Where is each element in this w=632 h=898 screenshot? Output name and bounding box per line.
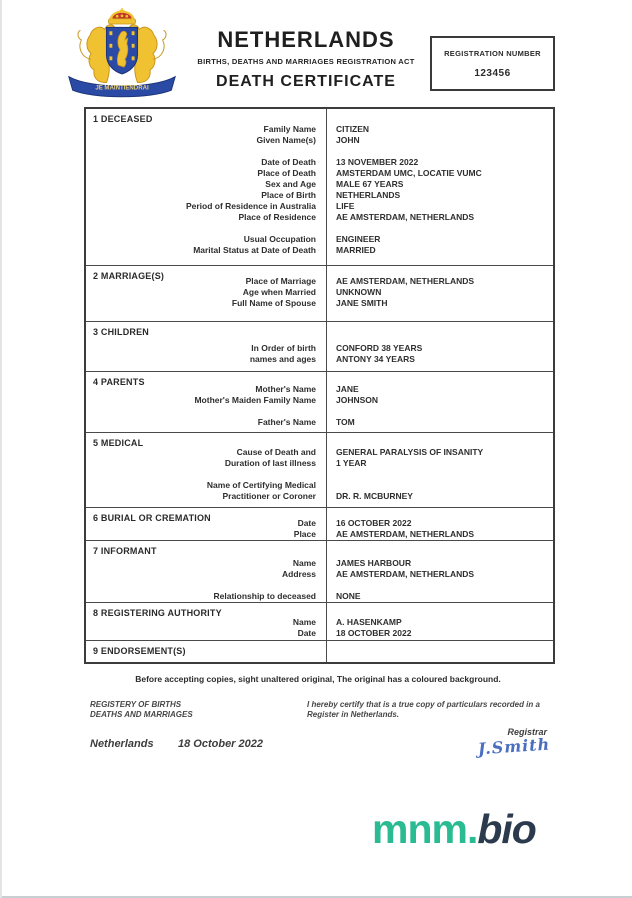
field-value: CONFORD 38 YEARS [336, 343, 423, 353]
motto-ribbon [69, 77, 175, 97]
certificate-table [84, 107, 555, 664]
header-title-block [188, 27, 424, 91]
registration-number-value: 123456 [474, 68, 511, 79]
field-label: Cause of Death and [236, 447, 316, 457]
section-children [86, 321, 553, 371]
registry-line2: DEATHS AND MARRIAGES [90, 710, 193, 719]
field-value: MARRIED [336, 245, 376, 255]
field-label [86, 469, 326, 480]
field-label: In Order of birth [251, 343, 316, 353]
field-label: Place [293, 529, 316, 539]
section-marriages [86, 265, 553, 321]
field-label: Mother's Name [255, 384, 316, 394]
field-value: ENGINEER [336, 234, 381, 244]
field-value: DR. R. MCBURNEY [336, 491, 413, 501]
section-title: 9 ENDORSEMENT(S) [93, 646, 186, 656]
crown-icon [108, 8, 135, 24]
field-value: JANE SMITH [336, 298, 388, 308]
field-value: JOHN [336, 135, 360, 145]
section-title: 8 REGISTERING AUTHORITY [93, 608, 222, 618]
field-value [326, 406, 553, 417]
field-label: Date [297, 518, 316, 528]
field-label: Age when Married [242, 287, 316, 297]
field-label [86, 406, 326, 417]
field-value: MALE 67 YEARS [336, 179, 404, 189]
issue-date: 18 October 2022 [178, 738, 263, 750]
field-label: Usual Occupation [243, 234, 316, 244]
field-value: AE AMSTERDAM, NETHERLANDS [336, 569, 475, 579]
field-value: TOM [336, 417, 355, 427]
act-subtitle: BIRTHS, DEATHS AND MARRIAGES REGISTRATION ACT [197, 57, 415, 66]
field-label: Mother's Maiden Family Name [194, 395, 316, 405]
field-value: CITIZEN [336, 124, 370, 134]
logo-secondary-text: bio [477, 806, 536, 852]
field-value: JOHNSON [336, 395, 379, 405]
field-value: AE AMSTERDAM, NETHERLANDS [336, 276, 475, 286]
section-title: 3 CHILDREN [93, 327, 150, 337]
field-value [326, 580, 553, 591]
field-label: Duration of last illness [224, 458, 316, 468]
field-label [86, 580, 326, 591]
registration-number-box [430, 36, 555, 91]
section-deceased [86, 109, 553, 265]
field-value: A. HASENKAMP [336, 617, 402, 627]
field-value: 16 OCTOBER 2022 [336, 518, 412, 528]
field-label [86, 146, 326, 157]
field-label: Address [281, 569, 316, 579]
registry-line1: REGISTERY OF BIRTHS [90, 700, 182, 709]
field-value: UNKNOWN [336, 287, 382, 297]
registrar-label: Registrar [507, 727, 547, 737]
section-parents [86, 371, 553, 432]
section-fields [86, 433, 553, 502]
section-title: 5 MEDICAL [93, 438, 144, 448]
section-burial-or-cremation [86, 507, 553, 540]
field-value: AE AMSTERDAM, NETHERLANDS [336, 212, 475, 222]
field-value: 13 NOVEMBER 2022 [336, 157, 419, 167]
registrar-signature: J.Smith [477, 734, 551, 759]
field-value [326, 480, 553, 491]
field-label: Practitioner or Coroner [222, 491, 316, 501]
registry-block [90, 700, 193, 720]
field-value: LIFE [336, 201, 355, 211]
section-medical [86, 432, 553, 507]
field-label: Relationship to deceased [213, 591, 316, 601]
field-value [326, 146, 553, 157]
field-label: Full Name of Spouse [231, 298, 316, 308]
field-label: names and ages [249, 354, 316, 364]
country-title: NETHERLANDS [217, 27, 395, 52]
shield-icon [107, 27, 138, 73]
field-label: Date [297, 628, 316, 638]
field-label: Sex and Age [265, 179, 316, 189]
field-value: ANTONY 34 YEARS [336, 354, 415, 364]
copy-notice: Before accepting copies, sight unaltered original, The original has a coloured background. [135, 674, 501, 684]
field-value: JAMES HARBOUR [336, 558, 412, 568]
netherlands-coat-of-arms-icon [64, 5, 180, 102]
certify-statement: I hereby certify that is a true copy of particulars recorded in a Register in Netherlands. [307, 700, 540, 719]
field-label: Name [292, 558, 316, 568]
logo-primary-text: mnm. [372, 806, 478, 852]
motto-text: JE MAINTIENDRAI [95, 84, 149, 92]
section-informant [86, 540, 553, 602]
field-value: NETHERLANDS [336, 190, 401, 200]
field-value: AMSTERDAM UMC, LOCATIE VUMC [336, 168, 482, 178]
field-value: JANE [336, 384, 359, 394]
field-value: GENERAL PARALYSIS OF INSANITY [336, 447, 484, 457]
field-value: AE AMSTERDAM, NETHERLANDS [336, 529, 475, 539]
section-title: 6 BURIAL OR CREMATION [93, 513, 211, 523]
section-endorsements [86, 640, 553, 662]
field-label: Period of Residence in Australia [185, 201, 316, 211]
field-label [86, 223, 326, 234]
document-title: DEATH CERTIFICATE [216, 73, 396, 90]
field-value [326, 469, 553, 480]
field-label: Place of Death [257, 168, 316, 178]
field-label: Marital Status at Date of Death [193, 245, 316, 255]
mnm-bio-logo [372, 806, 616, 853]
field-label: Name of Certifying Medical [206, 480, 316, 490]
field-label: Date of Death [261, 157, 316, 167]
field-label: Family Name [263, 124, 316, 134]
section-fields [86, 109, 553, 256]
field-value: NONE [336, 591, 361, 601]
field-label: Father's Name [257, 417, 316, 427]
field-label: Name [292, 617, 316, 627]
field-label: Given Name(s) [256, 135, 316, 145]
section-title: 7 INFORMANT [93, 546, 157, 556]
section-fields [86, 372, 553, 428]
section-title: 4 PARENTS [93, 377, 145, 387]
field-value [326, 223, 553, 234]
field-label: Place of Birth [261, 190, 316, 200]
field-label: Place of Residence [238, 212, 316, 222]
section-title: 1 DECEASED [93, 114, 153, 124]
field-value: 1 YEAR [336, 458, 367, 468]
field-label: Place of Marriage [245, 276, 316, 286]
field-value: 18 OCTOBER 2022 [336, 628, 412, 638]
registration-number-label: REGISTRATION NUMBER [444, 49, 541, 58]
section-fields [86, 322, 553, 365]
issue-place: Netherlands [90, 738, 154, 750]
section-title: 2 MARRIAGE(S) [93, 271, 165, 281]
section-registering-authority [86, 602, 553, 640]
